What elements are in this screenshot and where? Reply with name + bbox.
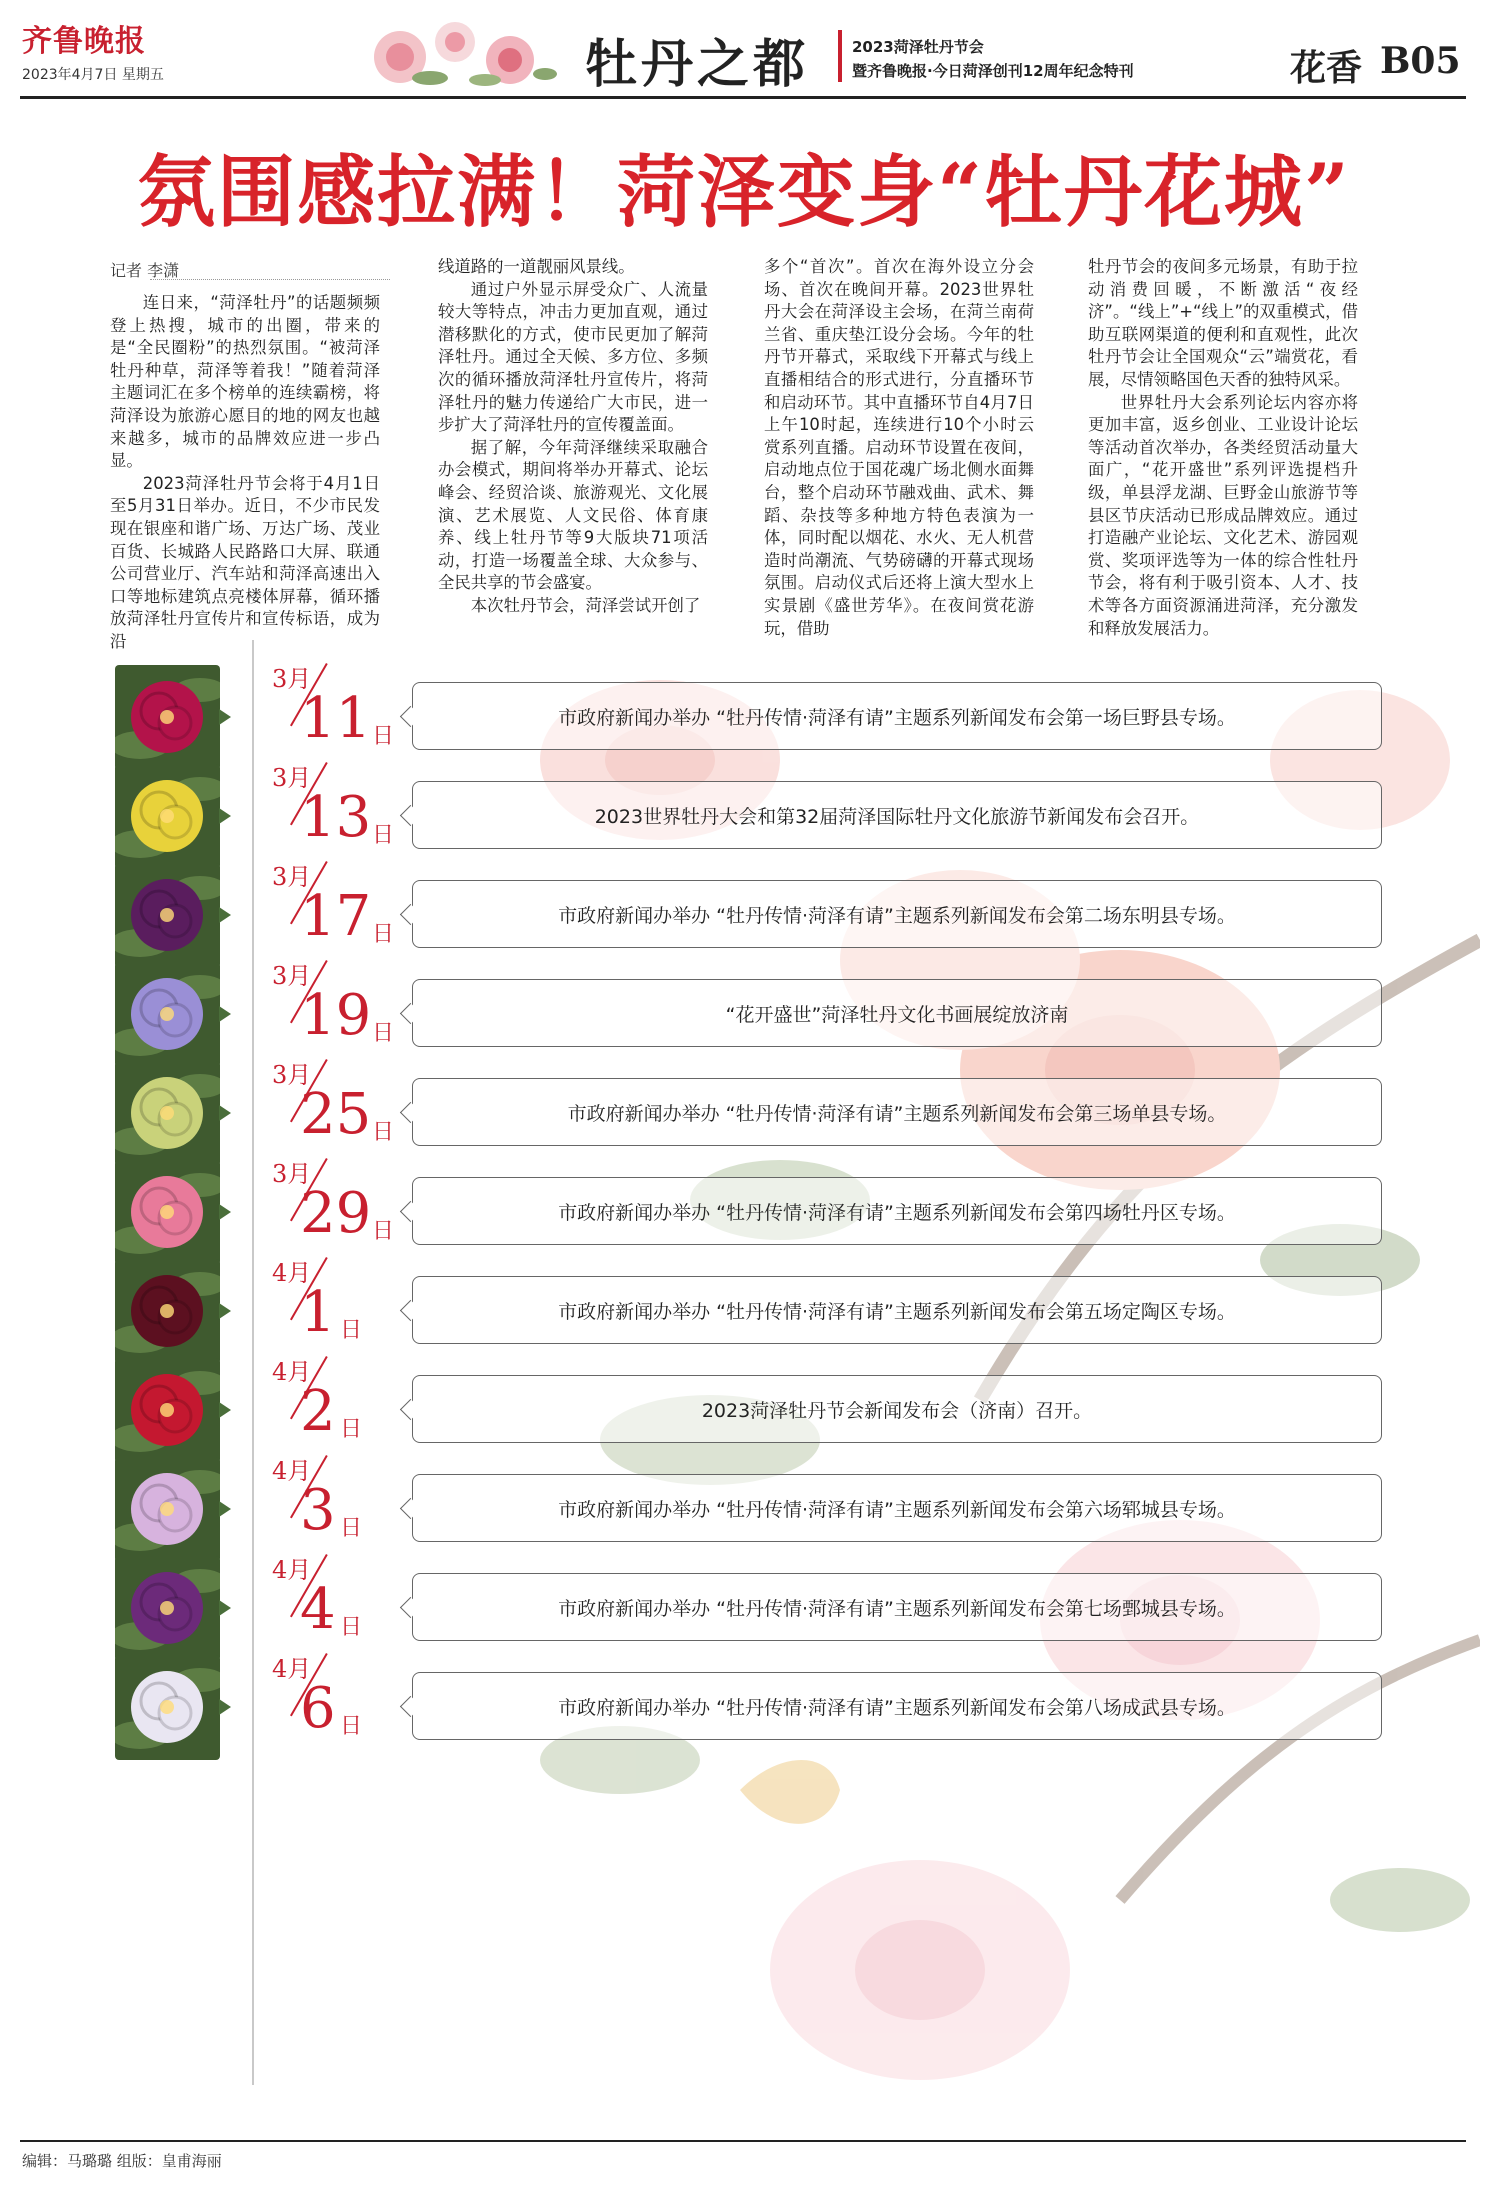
leaf-pointer — [219, 1402, 231, 1418]
page-tag: 花香 — [1290, 47, 1363, 89]
event-month: 4月 — [272, 1655, 312, 1683]
event-day: 25 — [300, 1082, 372, 1147]
peony-photo — [115, 863, 220, 968]
event-description: 市政府新闻办举办 “牡丹传情·菏泽有请”主题系列新闻发布会第三场单县专场。 — [412, 1078, 1382, 1146]
leaf-pointer — [219, 1600, 231, 1616]
peony-photo — [115, 1358, 220, 1463]
event-month: 4月 — [272, 1556, 312, 1584]
day-suffix: 日 — [340, 1417, 363, 1442]
event-month: 3月 — [272, 764, 312, 792]
editor-credits: 编辑：马璐璐 组版：皇甫海丽 — [22, 2152, 222, 2170]
peony-photo — [115, 962, 220, 1067]
day-suffix: 日 — [372, 1219, 395, 1244]
day-suffix: 日 — [372, 823, 395, 848]
event-day: 19 — [300, 983, 372, 1048]
leaf-pointer — [219, 1006, 231, 1022]
article-column-1 — [110, 292, 380, 654]
day-suffix: 日 — [340, 1318, 363, 1343]
article-paragraph: 2023菏泽牡丹节会将于4月1日至5月31日举办。近日，不少市民发现在银座和谐广场、万达广场、茂业百货、长城路人民路路口大屏、联通公司营业厅、汽车站和菏泽高速出入口等地标建筑点亮楼体屏幕，循环播放菏泽牡丹宣传片和宣传标语，成为沿 — [110, 473, 380, 651]
peony-photo — [115, 1259, 220, 1364]
day-suffix: 日 — [340, 1516, 363, 1541]
event-month: 4月 — [272, 1358, 312, 1386]
event-month: 4月 — [272, 1457, 312, 1485]
issue-date: 2023年4月7日 星期五 — [22, 67, 164, 83]
article-paragraph: 据了解，今年菏泽继续采取融合办会模式，期间将举办开幕式、论坛峰会、经贸洽谈、旅游观光、文化展演、艺术展览、人文民俗、体育康养、线上牡丹节等9大版块71项活动，打造一场覆盖全球、大众参与、全民共享的节会盛宴。 — [438, 437, 708, 593]
event-month: 3月 — [272, 665, 312, 693]
event-day: 4 — [300, 1577, 336, 1642]
article-column-3 — [764, 256, 1034, 640]
event-day: 11 — [300, 686, 372, 751]
event-month: 3月 — [272, 863, 312, 891]
leaf-pointer — [219, 1501, 231, 1517]
article-paragraph: 线道路的一道靓丽风景线。 — [438, 257, 635, 276]
event-description: 市政府新闻办举办 “牡丹传情·菏泽有请”主题系列新闻发布会第二场东明县专场。 — [412, 880, 1382, 948]
event-day: 3 — [300, 1478, 336, 1543]
article-paragraph: 通过户外显示屏受众广、人流量较大等特点，冲击力更加直观，通过潜移默化的方式，使市民更加了解菏泽牡丹。通过全天候、多方位、多频次的循环播放菏泽牡丹宣传片，将菏泽牡丹的魅力传递给广大市民，进一步扩大了菏泽牡丹的宣传覆盖面。 — [438, 279, 708, 435]
event-day: 29 — [300, 1181, 372, 1246]
day-suffix: 日 — [372, 922, 395, 947]
event-day: 17 — [300, 884, 372, 949]
header-peony-illustration — [360, 12, 560, 90]
event-day: 13 — [300, 785, 372, 850]
leaf-pointer — [219, 1105, 231, 1121]
day-suffix: 日 — [372, 724, 395, 749]
event-month: 4月 — [272, 1259, 312, 1287]
leaf-pointer — [219, 1699, 231, 1715]
leaf-pointer — [219, 907, 231, 923]
event-day: 2 — [300, 1379, 336, 1444]
event-description: “花开盛世”菏泽牡丹文化书画展绽放济南 — [412, 979, 1382, 1047]
event-month: 3月 — [272, 1160, 312, 1188]
newspaper-logo: 齐鲁晚报 — [22, 24, 146, 59]
event-month: 3月 — [272, 1061, 312, 1089]
article-paragraph: 牡丹节会的夜间多元场景，有助于拉动消费回暖，不断激活“夜经济”。“线上”+“线上”的双重模式，借助互联网渠道的便利和直观性，此次牡丹节会让全国观众“云”端赏花，看展，尽情领略国色天香的独特风采。 — [1088, 257, 1358, 389]
peony-photo — [115, 764, 220, 869]
leaf-pointer — [219, 1204, 231, 1220]
peony-photo — [115, 1457, 220, 1562]
event-description: 市政府新闻办举办 “牡丹传情·菏泽有请”主题系列新闻发布会第一场巨野县专场。 — [412, 682, 1382, 750]
event-month: 3月 — [272, 962, 312, 990]
day-suffix: 日 — [340, 1615, 363, 1640]
article-column-4 — [1088, 256, 1358, 640]
section-title: 牡丹之都 — [585, 34, 810, 95]
event-day: 1 — [300, 1280, 336, 1345]
article-paragraph: 连日来，“菏泽牡丹”的话题频频登上热搜，城市的出圈，带来的是“全民圈粉”的热烈氛围。“被菏泽牡丹种草，菏泽等着我！”随着菏泽主题词汇在多个榜单的连续霸榜，将菏泽设为旅游心愿目的地的网友也越来越多，城市的品牌效应进一步凸显。 — [110, 293, 380, 471]
event-description: 市政府新闻办举办 “牡丹传情·菏泽有请”主题系列新闻发布会第八场成武县专场。 — [412, 1672, 1382, 1740]
special-issue-title: 2023菏泽牡丹节会 — [852, 38, 984, 56]
special-issue-subtitle: 暨齐鲁晚报·今日菏泽创刊12周年纪念特刊 — [852, 62, 1134, 80]
peony-photo — [115, 1160, 220, 1265]
header-divider — [838, 30, 842, 82]
day-suffix: 日 — [372, 1120, 395, 1145]
page-number: B05 — [1380, 40, 1461, 82]
day-suffix: 日 — [372, 1021, 395, 1046]
peony-photo — [115, 1061, 220, 1166]
leaf-pointer — [219, 1303, 231, 1319]
event-description: 市政府新闻办举办 “牡丹传情·菏泽有请”主题系列新闻发布会第四场牡丹区专场。 — [412, 1177, 1382, 1245]
peony-photo — [115, 665, 220, 770]
event-description: 2023世界牡丹大会和第32届菏泽国际牡丹文化旅游节新闻发布会召开。 — [412, 781, 1382, 849]
peony-photo — [115, 1655, 220, 1760]
byline-rule — [150, 279, 390, 280]
event-description: 市政府新闻办举办 “牡丹传情·菏泽有请”主题系列新闻发布会第七场鄄城县专场。 — [412, 1573, 1382, 1641]
timeline-axis — [252, 640, 254, 2085]
event-description: 2023菏泽牡丹节会新闻发布会（济南）召开。 — [412, 1375, 1382, 1443]
header-rule — [20, 96, 1466, 99]
event-day: 6 — [300, 1676, 336, 1741]
article-paragraph: 多个“首次”。首次在海外设立分会场、首次在晚间开幕。2023世界牡丹大会在菏泽设主会场，在菏兰南荷兰省、重庆垫江设分会场。今年的牡丹节开幕式，采取线下开幕式与线上直播相结合的形式进行，分直播环节和启动环节。其中直播环节自4月7日上午10时起，连续进行10个小时云赏系列直播。启动环节设置在夜间，启动地点位于国花魂广场北侧水面舞台，整个启动环节融戏曲、武术、舞蹈、杂技等多种地方特色表演为一体，同时配以烟花、水火、无人机营造时尚潮流、气势磅礴的开幕式现场氛围。启动仪式后还将上演大型水上实景剧《盛世芳华》。在夜间赏花游玩，借助 — [764, 257, 1034, 638]
article-paragraph: 世界牡丹大会系列论坛内容亦将更加丰富，返乡创业、工业设计论坛等活动首次举办，各类经贸活动量大面广，“花开盛世”系列评选提档升级，单县浮龙湖、巨野金山旅游节等县区节庆活动已形成品牌效应。通过打造融产业论坛、文化艺术、游园观赏、奖项评选等为一体的综合性牡丹节会，将有利于吸引资本、人才、技术等各方面资源涌进菏泽，充分激发和释放发展活力。 — [1088, 392, 1358, 638]
leaf-pointer — [219, 808, 231, 824]
day-suffix: 日 — [340, 1714, 363, 1739]
event-description: 市政府新闻办举办 “牡丹传情·菏泽有请”主题系列新闻发布会第六场郓城县专场。 — [412, 1474, 1382, 1542]
event-description: 市政府新闻办举办 “牡丹传情·菏泽有请”主题系列新闻发布会第五场定陶区专场。 — [412, 1276, 1382, 1344]
headline: 氛围感拉满！菏泽变身“牡丹花城” — [137, 147, 1351, 238]
footer-rule — [20, 2140, 1466, 2142]
leaf-pointer — [219, 709, 231, 725]
peony-photo — [115, 1556, 220, 1661]
byline: 记者 李潇 — [110, 261, 180, 280]
article-paragraph: 本次牡丹节会，菏泽尝试开创了 — [470, 595, 701, 615]
article-column-2 — [438, 256, 708, 618]
